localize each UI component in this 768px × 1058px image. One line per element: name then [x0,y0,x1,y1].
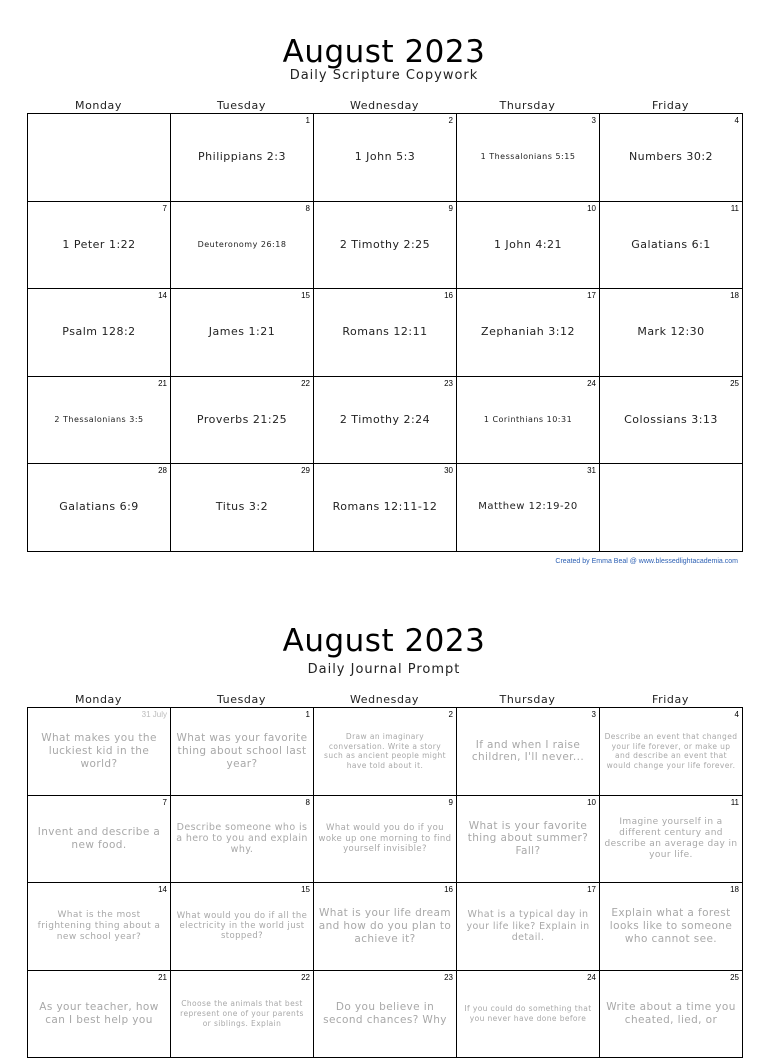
calendar-cell [171,289,314,377]
journal-prompt: As your teacher, how can I best help you [28,1001,170,1026]
journal-prompt: If and when I raise children, I'll never... [457,739,599,764]
day-number: 18 [730,291,739,300]
calendar-cell [314,883,457,971]
day-number: 25 [730,973,739,982]
day-number: 14 [158,885,167,894]
calendar-cell [28,796,171,884]
calendar-cell [314,796,457,884]
calendar-cell [314,971,457,1058]
day-number: 31 [587,466,596,475]
day-number: 16 [444,885,453,894]
day-number: 30 [444,466,453,475]
calendar-cell [171,377,314,465]
day-number: 9 [449,798,453,807]
day-number: 2 [449,116,453,125]
scripture-reference: 1 John 4:21 [490,238,566,252]
day-number: 24 [587,379,596,388]
day-number: 22 [301,973,310,982]
day-number: 22 [301,379,310,388]
calendar-cell [457,708,600,796]
calendar-cell [600,883,743,971]
scripture-reference: 1 John 5:3 [351,150,420,164]
calendar-cell [600,796,743,884]
weekday-label: Tuesday [170,99,313,112]
journal-prompt: What makes you the luckiest kid in the world? [28,732,170,770]
day-number: 4 [735,116,739,125]
day-number: 1 [306,710,310,719]
day-number: 11 [731,798,739,807]
calendar-cell [457,796,600,884]
day-number: 31 July [142,710,167,719]
calendar-cell [457,464,600,552]
day-number: 15 [301,885,310,894]
scripture-reference: Galatians 6:1 [627,238,715,252]
day-number: 8 [306,204,310,213]
calendar-cell [171,202,314,290]
journal-prompt: Invent and describe a new food. [28,826,170,851]
calendar-cell [171,971,314,1058]
scripture-reference: 1 Peter 1:22 [58,238,139,252]
weekday-label: Thursday [456,99,599,112]
journal-prompt: Describe an event that changed your life forever, or make up and describe an event that would change your life forever. [600,732,742,771]
day-number: 17 [587,291,596,300]
calendar1-subtitle: Daily Scripture Copywork [0,68,768,83]
calendar-cell [600,971,743,1058]
scripture-reference: Mark 12:30 [633,325,708,339]
day-number: 21 [158,379,167,388]
journal-prompt: Write about a time you cheated, lied, or [600,1001,742,1026]
scripture-reference: Proverbs 21:25 [193,413,291,427]
calendar2-grid [27,707,743,1058]
day-number: 3 [592,710,596,719]
calendar-cell [314,289,457,377]
calendar-cell [457,202,600,290]
scripture-reference: 2 Timothy 2:24 [336,413,434,427]
journal-prompt: What was your favorite thing about school last year? [171,732,313,770]
scripture-reference: Galatians 6:9 [55,500,143,514]
day-number: 21 [158,973,167,982]
journal-prompt: What is a typical day in your life like? Explain in detail. [457,909,599,943]
day-number: 15 [301,291,310,300]
weekday-label: Monday [27,99,170,112]
scripture-reference: James 1:21 [205,325,279,339]
scripture-reference: 2 Thessalonians 3:5 [50,415,147,425]
day-number: 16 [444,291,453,300]
journal-prompt: What is your life dream and how do you plan to achieve it? [314,907,456,945]
weekday-label: Thursday [456,693,599,706]
calendar-cell [457,377,600,465]
weekday-label: Wednesday [313,693,456,706]
calendar-cell [28,883,171,971]
scripture-reference: 1 Thessalonians 5:15 [477,152,580,162]
day-number: 29 [301,466,310,475]
day-number: 17 [587,885,596,894]
calendar-cell [600,377,743,465]
calendar1-grid [27,113,743,552]
calendar-cell [28,202,171,290]
calendar2-subtitle: Daily Journal Prompt [0,662,768,677]
scripture-reference: 1 Corinthians 10:31 [480,415,576,425]
credit-footer: Created by Emma Beal @ www.blessedlightacademia.com [555,558,738,565]
scripture-reference: 2 Timothy 2:25 [336,238,434,252]
day-number: 25 [730,379,739,388]
scripture-reference: Numbers 30:2 [625,150,717,164]
calendar-cell [314,377,457,465]
calendar-cell [28,971,171,1058]
weekday-label: Monday [27,693,170,706]
calendar-cell [28,289,171,377]
calendar-cell [457,883,600,971]
calendar-cell [600,202,743,290]
scripture-reference: Zephaniah 3:12 [477,325,579,339]
calendar-cell [600,464,743,552]
calendar-cell [28,377,171,465]
calendar1-title: August 2023 [0,34,768,70]
journal-prompt: Do you believe in second chances? Why [314,1001,456,1026]
day-number: 18 [730,885,739,894]
scripture-reference: Romans 12:11 [338,325,431,339]
calendar-cell [600,708,743,796]
day-number: 24 [587,973,596,982]
calendar-cell [171,464,314,552]
scripture-reference: Philippians 2:3 [194,150,290,164]
journal-prompt: What is your favorite thing about summer? Fall? [457,820,599,858]
calendar-cell [314,464,457,552]
calendar-cell [28,114,171,202]
scripture-reference: Deuteronomy 26:18 [194,240,291,250]
calendar-cell [600,289,743,377]
weekday-label: Friday [599,99,742,112]
day-number: 3 [592,116,596,125]
journal-prompt: What would you do if all the electricity in the world just stopped? [171,911,313,942]
journal-prompt: Draw an imaginary conversation. Write a story such as ancient people might have told about it. [314,732,456,771]
day-number: 7 [163,204,167,213]
journal-prompt: Explain what a forest looks like to someone who cannot see. [600,907,742,945]
journal-prompt: If you could do something that you never have done before [457,1004,599,1024]
weekday-label: Tuesday [170,693,313,706]
calendar-cell [28,464,171,552]
journal-prompt: Describe someone who is a hero to you and explain why. [171,822,313,856]
calendar-cell [314,114,457,202]
weekday-label: Wednesday [313,99,456,112]
weekday-label: Friday [599,693,742,706]
calendar2-title: August 2023 [0,623,768,659]
calendar1-weekday-header [27,99,742,112]
calendar-cell [457,114,600,202]
calendar-cell [171,796,314,884]
calendar-cell [314,708,457,796]
day-number: 7 [163,798,167,807]
calendar2-weekday-header [27,693,742,706]
calendar-cell [457,971,600,1058]
day-number: 9 [449,204,453,213]
journal-prompt: What would you do if you woke up one morning to find yourself invisible? [314,823,456,854]
day-number: 23 [444,379,453,388]
calendar-cell [171,114,314,202]
journal-prompt: Imagine yourself in a different century and describe an average day in your life. [600,817,742,860]
day-number: 4 [735,710,739,719]
day-number: 28 [158,466,167,475]
calendar-cell [314,202,457,290]
day-number: 10 [587,798,596,807]
day-number: 14 [158,291,167,300]
journal-prompt: Choose the animals that best represent one of your parents or siblings. Explain [171,999,313,1028]
journal-prompt: What is the most frightening thing about a new school year? [28,910,170,942]
day-number: 23 [444,973,453,982]
scripture-reference: Romans 12:11-12 [329,500,442,514]
calendar-cell [457,289,600,377]
calendar-cell [28,708,171,796]
calendar-cell [171,883,314,971]
day-number: 8 [306,798,310,807]
day-number: 2 [449,710,453,719]
scripture-reference: Matthew 12:19-20 [474,501,582,514]
day-number: 10 [587,204,596,213]
day-number: 11 [731,204,739,213]
scripture-reference: Colossians 3:13 [620,413,722,427]
scripture-reference: Psalm 128:2 [58,325,139,339]
scripture-reference: Titus 3:2 [212,500,272,514]
day-number: 1 [306,116,310,125]
calendar-cell [600,114,743,202]
calendar-cell [171,708,314,796]
